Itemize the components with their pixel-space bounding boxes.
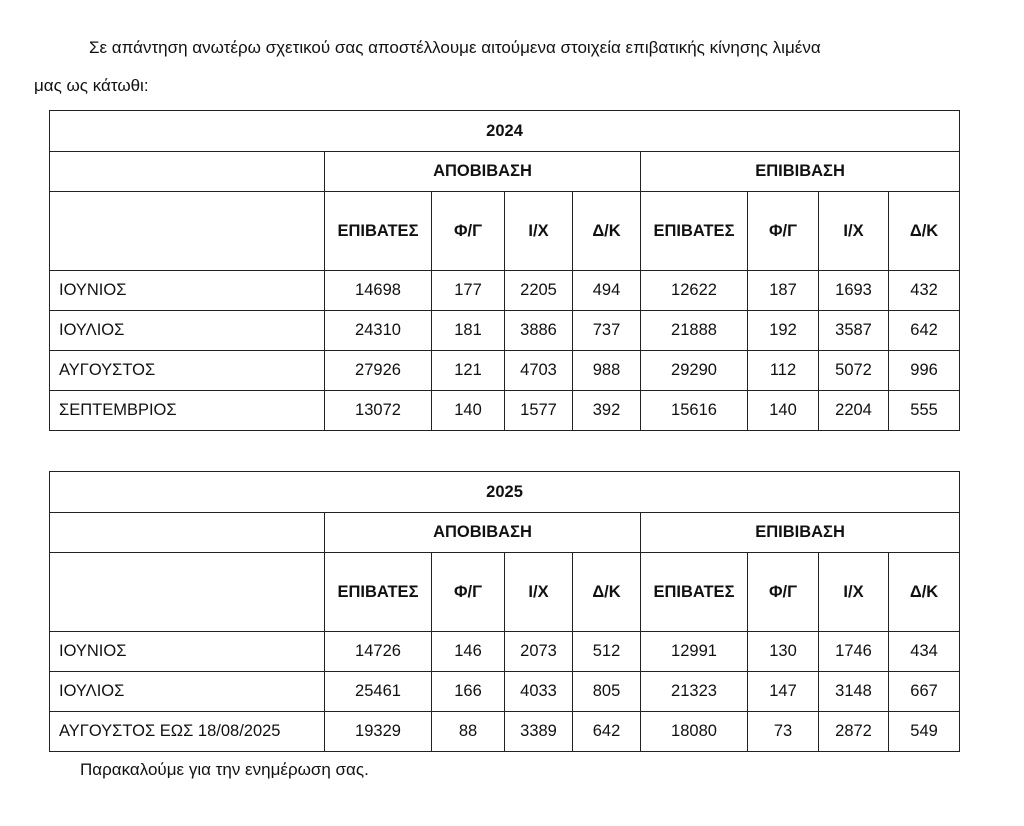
value-cell: 24310 [325, 311, 432, 351]
empty-corner-cell [50, 553, 325, 632]
intro-text-line-1: Σε απάντηση ανωτέρω σχετικού σας αποστέλλουμε αιτούμενα στοιχεία επιβατικής κίνησης λιμένα [89, 38, 821, 57]
value-cell: 146 [432, 632, 505, 672]
value-cell: 147 [748, 672, 819, 712]
column-header-buses: Δ/Κ [573, 192, 641, 271]
value-cell: 25461 [325, 672, 432, 712]
year-header: 2025 [50, 472, 960, 513]
value-cell: 988 [573, 351, 641, 391]
month-cell: ΙΟΥΛΙΟΣ [50, 311, 325, 351]
closing-text: Παρακαλούμε για την ενημέρωση σας. [80, 760, 369, 779]
column-header-passengers: ΕΠΙΒΑΤΕΣ [641, 192, 748, 271]
table-row [50, 712, 960, 752]
value-cell: 14726 [325, 632, 432, 672]
table-row [50, 271, 960, 311]
value-cell: 187 [748, 271, 819, 311]
value-cell: 12991 [641, 632, 748, 672]
value-cell: 13072 [325, 391, 432, 431]
empty-corner-cell [50, 192, 325, 271]
value-cell: 432 [889, 271, 960, 311]
value-cell: 18080 [641, 712, 748, 752]
value-cell: 130 [748, 632, 819, 672]
value-cell: 192 [748, 311, 819, 351]
column-header-cars: Ι/Χ [819, 192, 889, 271]
table-row [50, 351, 960, 391]
value-cell: 494 [573, 271, 641, 311]
column-header-passengers: ΕΠΙΒΑΤΕΣ [641, 553, 748, 632]
value-cell: 121 [432, 351, 505, 391]
table-row [50, 672, 960, 712]
column-header-trucks: Φ/Γ [748, 553, 819, 632]
value-cell: 140 [748, 391, 819, 431]
value-cell: 19329 [325, 712, 432, 752]
value-cell: 667 [889, 672, 960, 712]
column-header-passengers: ΕΠΙΒΑΤΕΣ [325, 553, 432, 632]
empty-corner-cell [50, 152, 325, 192]
value-cell: 27926 [325, 351, 432, 391]
disembarkation-header: ΑΠΟΒΙΒΑΣΗ [325, 513, 641, 553]
month-cell: ΑΥΓΟΥΣΤΟΣ ΕΩΣ 18/08/2025 [50, 712, 325, 752]
value-cell: 4703 [505, 351, 573, 391]
value-cell: 642 [889, 311, 960, 351]
month-cell: ΣΕΠΤΕΜΒΡΙΟΣ [50, 391, 325, 431]
value-cell: 73 [748, 712, 819, 752]
value-cell: 21323 [641, 672, 748, 712]
value-cell: 2872 [819, 712, 889, 752]
month-cell: ΙΟΥΝΙΟΣ [50, 271, 325, 311]
value-cell: 434 [889, 632, 960, 672]
value-cell: 512 [573, 632, 641, 672]
value-cell: 805 [573, 672, 641, 712]
value-cell: 996 [889, 351, 960, 391]
value-cell: 177 [432, 271, 505, 311]
table-2025 [49, 471, 960, 752]
value-cell: 1746 [819, 632, 889, 672]
value-cell: 3148 [819, 672, 889, 712]
embarkation-header: ΕΠΙΒΙΒΑΣΗ [641, 513, 960, 553]
value-cell: 5072 [819, 351, 889, 391]
value-cell: 21888 [641, 311, 748, 351]
value-cell: 14698 [325, 271, 432, 311]
column-header-trucks: Φ/Γ [748, 192, 819, 271]
value-cell: 2073 [505, 632, 573, 672]
value-cell: 2205 [505, 271, 573, 311]
column-header-cars: Ι/Χ [819, 553, 889, 632]
value-cell: 2204 [819, 391, 889, 431]
value-cell: 392 [573, 391, 641, 431]
table-row [50, 632, 960, 672]
value-cell: 29290 [641, 351, 748, 391]
column-header-buses: Δ/Κ [889, 192, 960, 271]
column-header-buses: Δ/Κ [573, 553, 641, 632]
empty-corner-cell [50, 513, 325, 553]
disembarkation-header: ΑΠΟΒΙΒΑΣΗ [325, 152, 641, 192]
value-cell: 166 [432, 672, 505, 712]
month-cell: ΙΟΥΛΙΟΣ [50, 672, 325, 712]
column-header-trucks: Φ/Γ [432, 192, 505, 271]
value-cell: 549 [889, 712, 960, 752]
value-cell: 642 [573, 712, 641, 752]
value-cell: 1693 [819, 271, 889, 311]
table-2024 [49, 110, 960, 431]
value-cell: 15616 [641, 391, 748, 431]
embarkation-header: ΕΠΙΒΙΒΑΣΗ [641, 152, 960, 192]
value-cell: 112 [748, 351, 819, 391]
column-header-buses: Δ/Κ [889, 553, 960, 632]
table-row [50, 391, 960, 431]
value-cell: 12622 [641, 271, 748, 311]
value-cell: 4033 [505, 672, 573, 712]
value-cell: 88 [432, 712, 505, 752]
table-row [50, 311, 960, 351]
column-header-passengers: ΕΠΙΒΑΤΕΣ [325, 192, 432, 271]
column-header-cars: Ι/Χ [505, 553, 573, 632]
month-cell: ΑΥΓΟΥΣΤΟΣ [50, 351, 325, 391]
value-cell: 3886 [505, 311, 573, 351]
column-header-trucks: Φ/Γ [432, 553, 505, 632]
month-cell: ΙΟΥΝΙΟΣ [50, 632, 325, 672]
value-cell: 140 [432, 391, 505, 431]
intro-text-line-2: μας ως κάτωθι: [34, 76, 149, 95]
value-cell: 555 [889, 391, 960, 431]
year-header: 2024 [50, 111, 960, 152]
value-cell: 3587 [819, 311, 889, 351]
column-header-cars: Ι/Χ [505, 192, 573, 271]
value-cell: 1577 [505, 391, 573, 431]
value-cell: 3389 [505, 712, 573, 752]
value-cell: 181 [432, 311, 505, 351]
value-cell: 737 [573, 311, 641, 351]
